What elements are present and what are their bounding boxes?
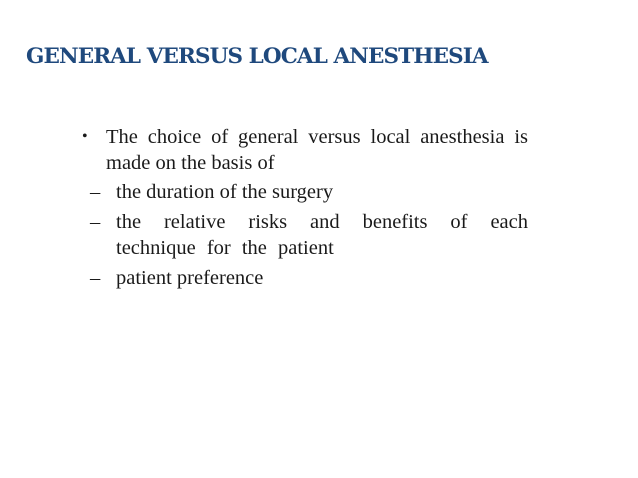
bullet-row: [82, 124, 528, 176]
dash-icon: –: [90, 211, 101, 233]
sub-bullet-item: [90, 265, 528, 291]
dash-icon: –: [90, 181, 101, 203]
sub-bullet-list: [82, 179, 528, 291]
bullet-text: The choice of general versus local anesthesia is made on the basis of: [106, 126, 528, 174]
sub-bullet-item: [90, 179, 528, 205]
slide-title: GENERAL VERSUS LOCAL ANESTHESIA: [26, 44, 488, 69]
sub-bullet-text: patient preference: [116, 267, 264, 289]
bullet-item: [82, 124, 528, 291]
bullet-icon: •: [82, 128, 88, 145]
sub-bullet-text: the relative risks and benefits of each technique for the patient: [116, 211, 528, 259]
bullet-list: [82, 124, 528, 295]
sub-bullet-item: [90, 209, 528, 261]
sub-bullet-text: the duration of the surgery: [116, 181, 334, 203]
dash-icon: –: [90, 267, 101, 289]
